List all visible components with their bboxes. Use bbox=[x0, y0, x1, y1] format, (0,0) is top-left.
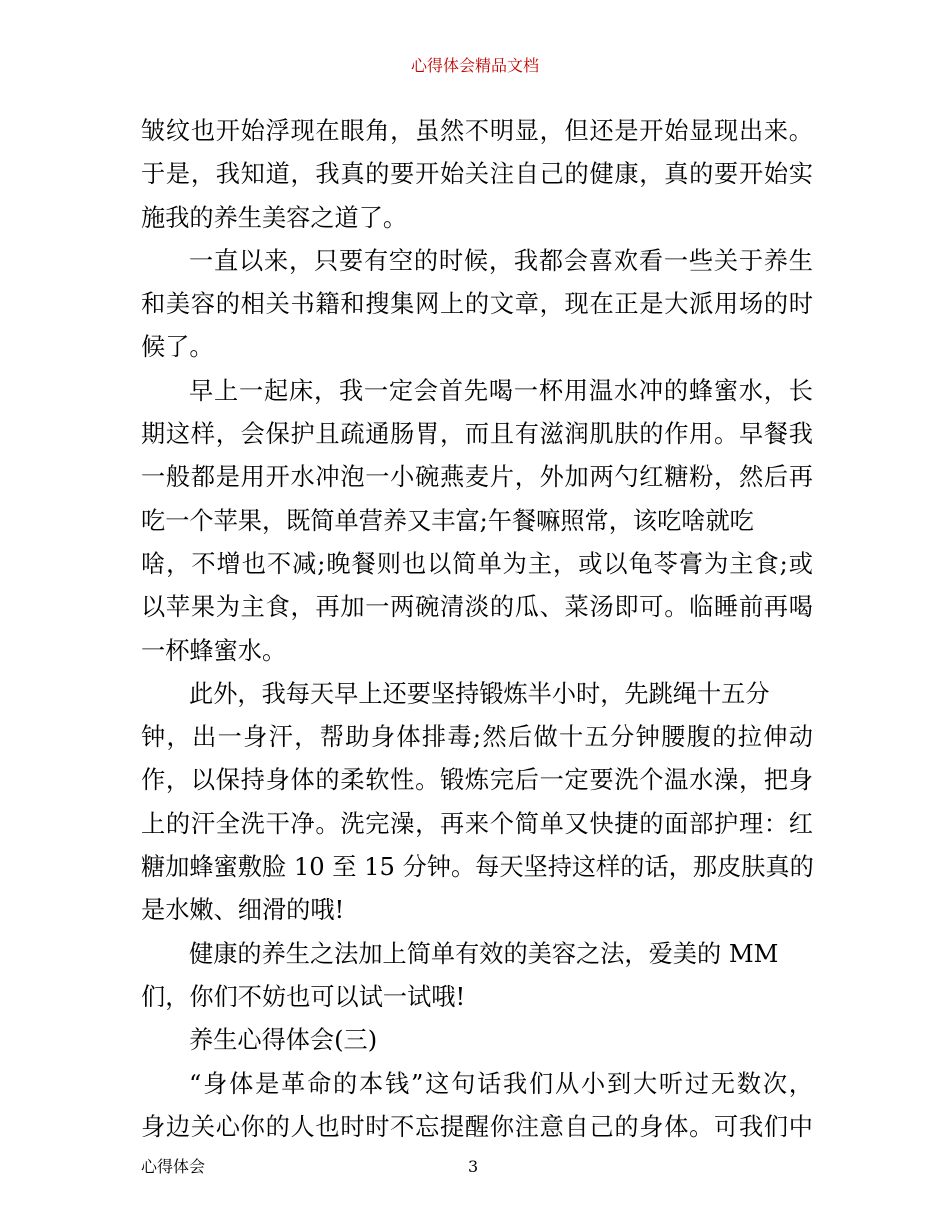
text-line: 早上一起床，我一定会首先喝一杯用温水冲的蜂蜜水，长 bbox=[189, 376, 813, 405]
text-line: 候了。 bbox=[141, 333, 214, 362]
text-line: 糖加蜂蜜敷脸 10 至 15 分钟。每天坚持这样的话，那皮肤真的 bbox=[141, 853, 814, 882]
page-header: 心得体会精品文档 bbox=[410, 56, 539, 75]
text-line: 和美容的相关书籍和搜集网上的文章，现在正是大派用场的时 bbox=[141, 290, 813, 319]
text-line: 们，你们不妨也可以试一试哦! bbox=[141, 982, 466, 1011]
text-line: 上的汗全洗干净。洗完澡，再来个简单又快捷的面部护理：红 bbox=[141, 809, 813, 838]
text-line: 啥，不增也不减;晚餐则也以简单为主，或以龟苓膏为主食;或 bbox=[141, 549, 813, 578]
body-text bbox=[141, 110, 813, 1149]
text-line: 一直以来，只要有空的时候，我都会喜欢看一些关于养生 bbox=[189, 246, 813, 275]
text-line: 此外，我每天早上还要坚持锻炼半小时，先跳绳十五分 bbox=[189, 679, 770, 708]
text-line: 养生心得体会(三) bbox=[189, 1026, 378, 1055]
text-line: “身体是革命的本钱”这句话我们从小到大听过无数次， bbox=[189, 1069, 813, 1098]
text-line: 期这样，会保护且疏通肠胃，而且有滋润肌肤的作用。早餐我 bbox=[141, 420, 813, 449]
text-line: 钟，出一身汗，帮助身体排毒;然后做十五分钟腰腹的拉伸动 bbox=[141, 723, 813, 752]
text-line: 皱纹也开始浮现在眼角，虽然不明显，但还是开始显现出来。 bbox=[141, 117, 813, 145]
text-line: 一杯蜂蜜水。 bbox=[141, 636, 287, 665]
text-line: 吃一个苹果，既简单营养又丰富;午餐嘛照常，该吃啥就吃 bbox=[141, 506, 754, 535]
text-line: 健康的养生之法加上简单有效的美容之法，爱美的 MM bbox=[189, 939, 779, 968]
page-number: 3 bbox=[468, 1157, 479, 1176]
text-line: 一般都是用开水冲泡一小碗燕麦片，外加两勺红糖粉，然后再 bbox=[141, 463, 813, 492]
text-line: 作，以保持身体的柔软性。锻炼完后一定要洗个温水澡，把身 bbox=[141, 766, 813, 795]
footer-label: 心得体会 bbox=[141, 1157, 206, 1176]
text-line: 身边关心你的人也时时不忘提醒你注意自己的身体。可我们中 bbox=[141, 1112, 813, 1141]
text-line: 以苹果为主食，再加一两碗清淡的瓜、菜汤即可。临睡前再喝 bbox=[141, 593, 813, 622]
text-line: 施我的养生美容之道了。 bbox=[141, 203, 408, 232]
text-line: 是水嫩、细滑的哦! bbox=[141, 896, 345, 925]
text-line: 于是，我知道，我真的要开始关注自己的健康，真的要开始实 bbox=[141, 160, 813, 189]
